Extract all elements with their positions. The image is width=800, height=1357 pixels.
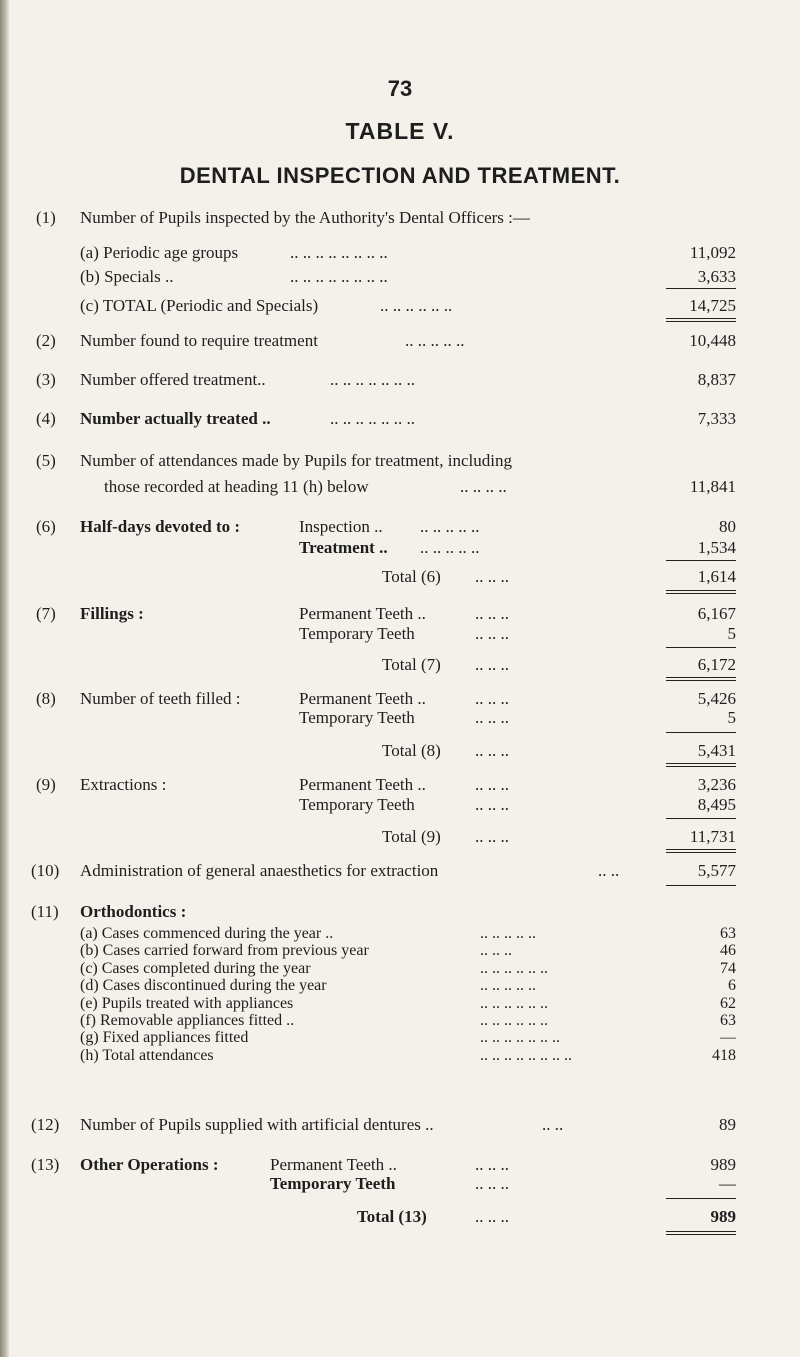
subtotal-rule [666, 560, 736, 561]
section-6-row1-label: Inspection .. [299, 517, 383, 536]
section-6-row1-leader: .. .. .. .. .. [420, 517, 480, 536]
section-3-label: Number offered treatment.. [80, 370, 266, 389]
section-1a-value: 11,092 [689, 243, 736, 262]
orthodontics-item-leader: .. .. .. .. .. .. [480, 1012, 548, 1029]
section-13-number: (13) [31, 1155, 60, 1174]
orthodontics-item-leader: .. .. .. .. .. .. [480, 995, 548, 1012]
section-9-total-label: Total (9) [382, 827, 441, 846]
orthodontics-item-value: — [720, 1029, 736, 1046]
total-double-rule [666, 849, 736, 853]
section-7-label: Fillings : [80, 604, 144, 623]
section-6-row2-leader: .. .. .. .. .. [420, 538, 480, 557]
section-7-row2-label: Temporary Teeth [299, 624, 415, 643]
section-13-row1-label: Permanent Teeth .. [270, 1155, 397, 1174]
section-8-row2-value: 5 [727, 708, 736, 727]
section-6-row2-label: Treatment .. [299, 538, 388, 557]
section-1c-value: 14,725 [689, 296, 736, 315]
total-double-rule [666, 590, 736, 594]
section-6-row2-value: 1,534 [697, 538, 736, 557]
section-6-number: (6) [36, 517, 56, 536]
section-1b-value: 3,633 [697, 267, 736, 286]
orthodontics-item-value: 6 [728, 977, 736, 994]
section-5-number: (5) [36, 451, 56, 470]
section-11-number: (11) [31, 902, 59, 921]
section-8-row2-label: Temporary Teeth [299, 708, 415, 727]
section-7-row1-leader: .. .. .. [475, 604, 509, 623]
section-12-value: 89 [719, 1115, 736, 1134]
section-8-total-label: Total (8) [382, 741, 441, 760]
section-5-leader: .. .. .. .. [460, 477, 507, 496]
orthodontics-item-label: (e) Pupils treated with appliances [80, 995, 294, 1012]
section-9-number: (9) [36, 775, 56, 794]
section-13-total-label: Total (13) [357, 1207, 427, 1226]
table-subtitle: DENTAL INSPECTION AND TREATMENT. [179, 163, 621, 188]
section-8-row1-leader: .. .. .. [475, 689, 509, 708]
section-2-number: (2) [36, 331, 56, 350]
section-1-number: (1) [36, 208, 56, 227]
section-1a-leader: .. .. .. .. .. .. .. .. [290, 243, 388, 262]
section-2-leader: .. .. .. .. .. [405, 331, 465, 350]
section-1-label: Number of Pupils inspected by the Authority's Dental Officers :— [80, 208, 530, 227]
orthodontics-item-label: (f) Removable appliances fitted .. [80, 1012, 295, 1029]
orthodontics-item-label: (h) Total attendances [80, 1047, 214, 1064]
section-5-label-line1: Number of attendances made by Pupils for treatment, including [80, 451, 512, 470]
subtotal-rule [666, 1198, 736, 1199]
section-13-row2-label: Temporary Teeth [270, 1174, 396, 1193]
total-double-rule [666, 318, 736, 322]
section-8-number: (8) [36, 689, 56, 708]
section-13-total-leader: .. .. .. [475, 1207, 509, 1226]
page-binding-edge [0, 0, 9, 1357]
orthodontics-item-leader: .. .. .. .. .. [480, 977, 536, 994]
section-7-total-leader: .. .. .. [475, 655, 509, 674]
section-12-number: (12) [31, 1115, 60, 1134]
section-7-total-value: 6,172 [697, 655, 736, 674]
section-7-row2-leader: .. .. .. [475, 624, 509, 643]
section-7-row1-value: 6,167 [697, 604, 736, 623]
section-9-row1-leader: .. .. .. [475, 775, 509, 794]
orthodontics-item-label: (c) Cases completed during the year [80, 960, 311, 977]
orthodontics-item-value: 63 [720, 925, 736, 942]
section-13-row1-value: 989 [710, 1155, 736, 1174]
section-13-row1-leader: .. .. .. [475, 1155, 509, 1174]
orthodontics-item-leader: .. .. .. .. .. .. .. .. [480, 1047, 572, 1064]
section-4-number: (4) [36, 409, 56, 428]
section-2-label: Number found to require treatment [80, 331, 318, 350]
orthodontics-item-value: 418 [712, 1047, 736, 1064]
section-6-total-value: 1,614 [697, 567, 736, 586]
section-5-label-line2: those recorded at heading 11 (h) below [104, 477, 369, 496]
orthodontics-item-leader: .. .. .. .. .. .. .. [480, 1029, 560, 1046]
section-9-total-leader: .. .. .. [475, 827, 509, 846]
subtotal-rule [666, 818, 736, 819]
section-3-number: (3) [36, 370, 56, 389]
section-8-row1-label: Permanent Teeth .. [299, 689, 426, 708]
section-8-row2-leader: .. .. .. [475, 708, 509, 727]
section-4-leader: .. .. .. .. .. .. .. [330, 409, 415, 428]
section-4-label: Number actually treated .. [80, 409, 271, 428]
section-12-leader: .. .. [542, 1115, 564, 1134]
total-rule [666, 885, 736, 886]
subtotal-rule [666, 732, 736, 733]
section-10-leader: .. .. [598, 861, 620, 880]
section-9-row2-value: 8,495 [697, 795, 736, 814]
section-1b-leader: .. .. .. .. .. .. .. .. [290, 267, 388, 286]
orthodontics-item-value: 62 [720, 995, 736, 1012]
section-10-number: (10) [31, 861, 60, 880]
section-7-row1-label: Permanent Teeth .. [299, 604, 426, 623]
section-8-label: Number of teeth filled : [80, 689, 241, 708]
orthodontics-item-label: (d) Cases discontinued during the year [80, 977, 327, 994]
table-title: TABLE V. [345, 118, 455, 144]
orthodontics-item-value: 46 [720, 942, 736, 959]
section-9-row1-value: 3,236 [697, 775, 736, 794]
section-9-label: Extractions : [80, 775, 167, 794]
section-1a-label: (a) Periodic age groups [80, 243, 239, 262]
section-3-value: 8,837 [697, 370, 736, 389]
section-13-row2-value: — [719, 1174, 736, 1193]
section-9-row1-label: Permanent Teeth .. [299, 775, 426, 794]
section-10-label: Administration of general anaesthetics for extraction [80, 861, 439, 880]
orthodontics-item-leader: .. .. .. .. .. [480, 925, 536, 942]
section-6-row1-value: 80 [719, 517, 736, 536]
section-9-row2-leader: .. .. .. [475, 795, 509, 814]
orthodontics-item-value: 63 [720, 1012, 736, 1029]
section-12-label: Number of Pupils supplied with artificial dentures .. [80, 1115, 434, 1134]
orthodontics-item-label: (a) Cases commenced during the year .. [80, 925, 334, 942]
page-number: 73 [387, 76, 413, 101]
total-double-rule [666, 677, 736, 681]
section-7-row2-value: 5 [727, 624, 736, 643]
section-13-row2-leader: .. .. .. [475, 1174, 509, 1193]
orthodontics-item-label: (g) Fixed appliances fitted [80, 1029, 249, 1046]
section-5-value: 11,841 [689, 477, 736, 496]
section-1c-label: (c) TOTAL (Periodic and Specials) [80, 296, 319, 315]
section-8-total-value: 5,431 [697, 741, 736, 760]
subtotal-rule [666, 288, 736, 289]
section-6-label: Half-days devoted to : [80, 517, 241, 536]
section-6-total-leader: .. .. .. [475, 567, 509, 586]
section-2-value: 10,448 [689, 331, 736, 350]
section-13-label: Other Operations : [80, 1155, 219, 1174]
section-9-total-value: 11,731 [689, 827, 736, 846]
orthodontics-item-label: (b) Cases carried forward from previous year [80, 942, 369, 959]
orthodontics-item-leader: .. .. .. .. .. .. [480, 960, 548, 977]
section-10-value: 5,577 [697, 861, 736, 880]
section-1b-label: (b) Specials .. [80, 267, 174, 286]
section-7-total-label: Total (7) [382, 655, 441, 674]
section-6-total-label: Total (6) [382, 567, 441, 586]
total-double-rule [666, 1231, 736, 1235]
orthodontics-item-value: 74 [720, 960, 736, 977]
section-7-number: (7) [36, 604, 56, 623]
section-4-value: 7,333 [697, 409, 736, 428]
subtotal-rule [666, 647, 736, 648]
section-8-total-leader: .. .. .. [475, 741, 509, 760]
section-1c-leader: .. .. .. .. .. .. [380, 296, 453, 315]
orthodontics-item-leader: .. .. .. [480, 942, 512, 959]
section-3-leader: .. .. .. .. .. .. .. [330, 370, 415, 389]
section-11-label: Orthodontics : [80, 902, 187, 921]
total-double-rule [666, 763, 736, 767]
section-9-row2-label: Temporary Teeth [299, 795, 415, 814]
section-8-row1-value: 5,426 [697, 689, 736, 708]
section-13-total-value: 989 [710, 1207, 736, 1226]
